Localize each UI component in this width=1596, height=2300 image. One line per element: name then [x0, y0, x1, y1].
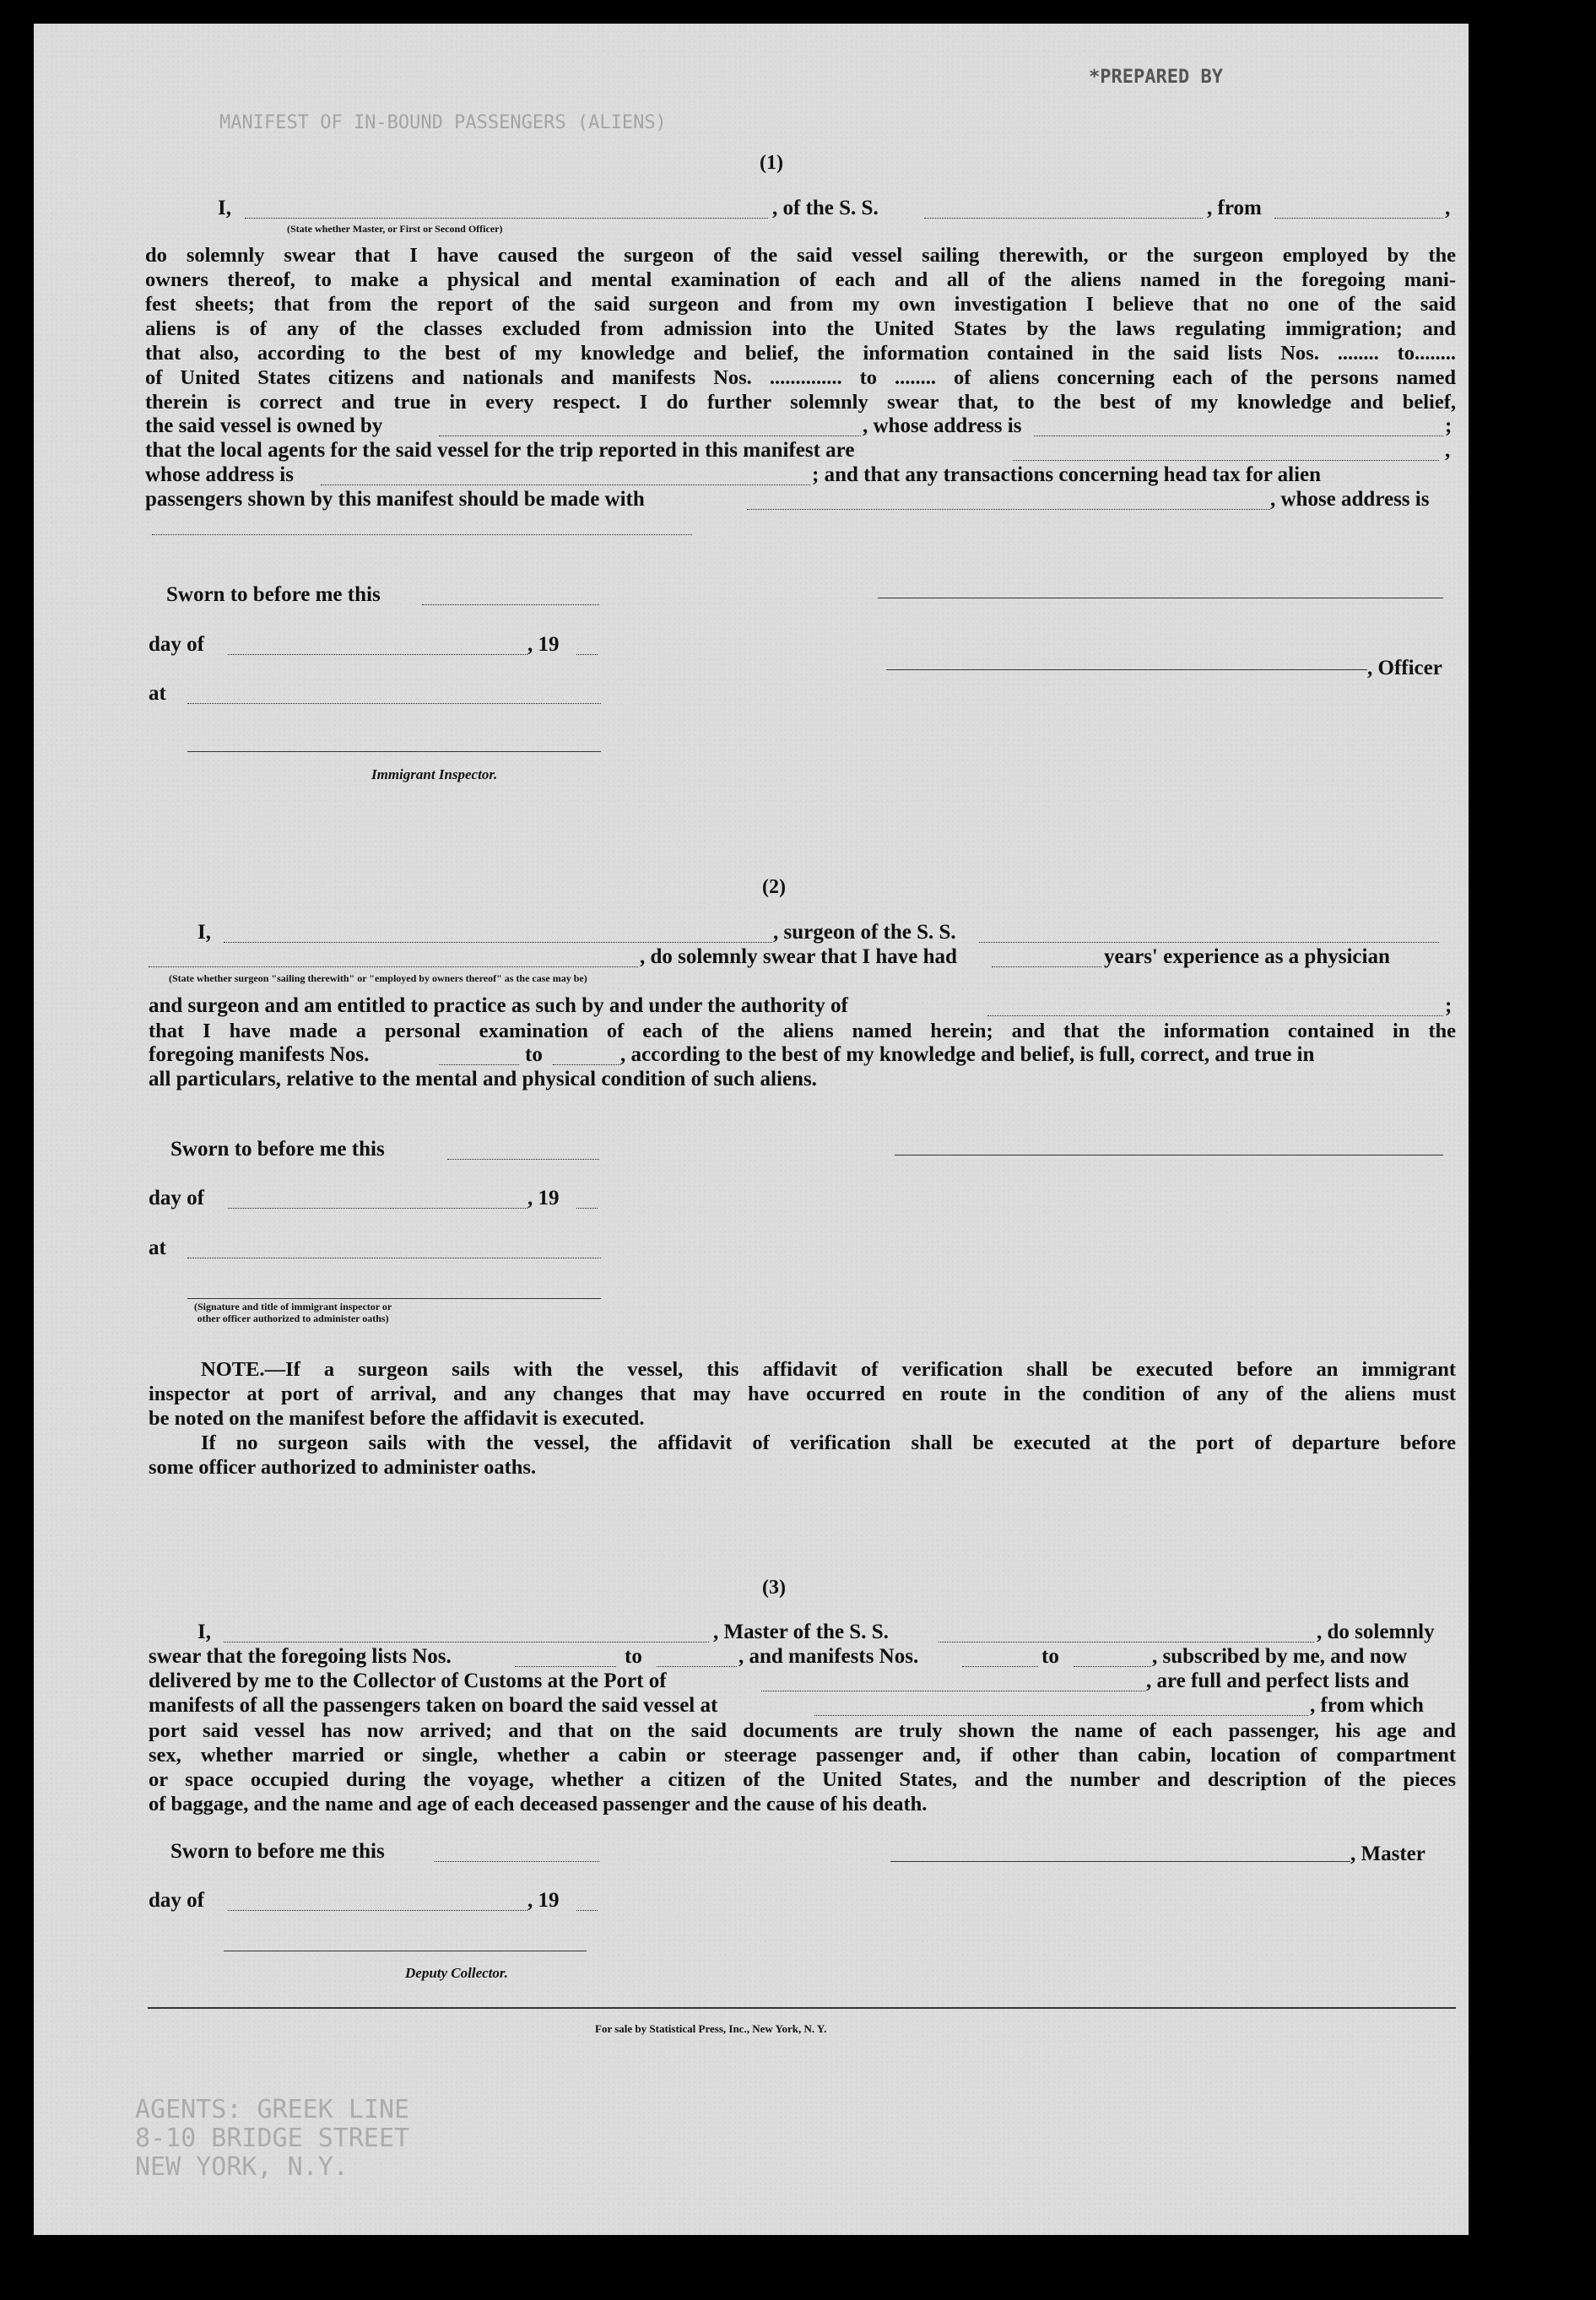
s3-master-label: , Master — [1350, 1843, 1426, 1865]
s3-full: , are full and perfect lists and — [1146, 1670, 1409, 1692]
s1-head-tax: ; and that any transactions concerning head tax for alien — [812, 463, 1322, 486]
s3-deputy-collector: Deputy Collector. — [405, 1965, 508, 1981]
s3-day-field[interactable] — [228, 1910, 527, 1911]
s2-particulars: all particulars, relative to the mental and physical condition of such aliens. — [149, 1068, 817, 1090]
punch-hole — [1469, 252, 1511, 294]
s2-years-field[interactable] — [992, 966, 1101, 967]
manifest-page — [34, 24, 1469, 2235]
s3-swear: swear that the foregoing lists Nos. — [149, 1645, 452, 1668]
s2-manifest-from-field[interactable] — [439, 1064, 519, 1065]
punch-hole — [1469, 125, 1511, 167]
s1-from: , from — [1207, 197, 1262, 219]
punch-hole — [1474, 555, 1516, 598]
s2-i: I, — [197, 921, 211, 944]
s1-immigrant-inspector: Immigrant Inspector. — [371, 766, 498, 782]
footer-rule — [148, 2007, 1456, 2009]
footer-publisher: For sale by Statistical Press, Inc., New York, N. Y. — [595, 2022, 827, 2035]
section-3-number: (3) — [762, 1577, 786, 1599]
s2-solemnly: , do solemnly swear that I have had — [640, 945, 957, 968]
s1-at-field[interactable] — [187, 703, 601, 704]
s1-end-comma: , — [1445, 197, 1451, 219]
s3-manifests-to-field[interactable] — [1074, 1666, 1151, 1667]
s1-at: at — [149, 682, 166, 705]
s3-solemnly: , do solemnly — [1317, 1621, 1435, 1643]
punch-hole — [1469, 2159, 1511, 2201]
s3-i: I, — [197, 1621, 211, 1643]
s1-whose-address-is: , whose address is — [863, 414, 1022, 437]
s1-vessel-field[interactable] — [924, 218, 1203, 219]
s2-note: NOTE.—If a surgeon sails with the vessel, this affidavit of verification shall be executed before an immigrant inspector at port of arrival, and any changes that may have occurred en route in the condition of any of the aliens must be noted on the manifest before the affidavit is executed. If no surgeon sails with the vessel, the affidavit of verification shall be executed at the port of departure before some officer authorized to administer oaths. — [149, 1358, 1456, 1479]
s1-passengers: passengers shown by this manifest should be made with — [145, 488, 645, 511]
s3-manifests-from-field[interactable] — [962, 1666, 1038, 1667]
s1-day-of: day of — [149, 633, 204, 656]
s1-from-field[interactable] — [1274, 218, 1443, 219]
s1-oath-body: do solemnly swear that I have caused the surgeon of the said vessel sailing therewith, or the surgeon employed by the owners thereof, to make a physical and mental examination of each and all of the aliens named in the foregoing mani- fest sheets; that from the report of the said surgeon and from my own investigation I believe that no one of the said aliens is of any of the classes excluded from admission into the United States by the laws regulating immigration; and that also, according to the best of my knowledge and belief, the information contained in the said lists Nos. ........ to........ of United States citizens and nationals and manifests Nos. .............. to ........ of aliens concerning each of the persons named therein is correct and true in every respect. I do further solemnly swear that, to the best of my knowledge and belief, — [145, 244, 1456, 414]
prepared-by-stamp: *PREPARED BY — [1089, 67, 1223, 88]
s1-owned-by: the said vessel is owned by — [145, 414, 383, 437]
punch-hole — [1469, 1534, 1511, 1577]
s2-years: years' experience as a physician — [1104, 945, 1390, 968]
s1-comma: , — [1445, 439, 1451, 462]
s3-day-of: day of — [149, 1889, 204, 1912]
s2-authority-field[interactable] — [987, 1015, 1443, 1016]
s1-i: I, — [218, 197, 231, 219]
s1-agents-field[interactable] — [1013, 460, 1439, 461]
s1-of-ss: , of the S. S. — [772, 197, 879, 219]
s3-subscribed: , subscribed by me, and now — [1152, 1645, 1408, 1668]
section-2-number: (2) — [762, 876, 786, 898]
punch-hole — [1469, 657, 1511, 699]
s3-master-signature-line[interactable] — [890, 1861, 1350, 1862]
s1-officer-field[interactable] — [245, 218, 768, 219]
s2-manifest-to-field[interactable] — [553, 1064, 620, 1065]
s2-semicolon: ; — [1445, 994, 1453, 1017]
s2-day-field[interactable] — [228, 1208, 527, 1209]
s3-oath-body: port said vessel has now arrived; and that on the said documents are truly shown the name of each passenger, his age and sex, whether married or single, whether a cabin or steerage passenger and, if other than cabin, location of compartment or space occupied during the voyage, whether a citizen of the United States, and the number and description of the pieces of baggage, and the name and age of each deceased passenger and the cause of his death. — [149, 1719, 1456, 1816]
ghost-agents-stamp: AGENTS: GREEK LINE 8-10 BRIDGE STREET NEW YORK, N.Y. — [135, 2095, 410, 2182]
s2-foregoing: foregoing manifests Nos. — [149, 1043, 370, 1066]
punch-hole — [1469, 1674, 1511, 1716]
s2-year: , 19 — [527, 1187, 560, 1210]
s3-from-which: , from which — [1310, 1694, 1424, 1717]
s2-surgeon-of: , surgeon of the S. S. — [773, 921, 956, 944]
s1-year: , 19 — [527, 633, 560, 656]
s2-sworn-date-field[interactable] — [447, 1159, 599, 1160]
s1-agent-address-field[interactable] — [321, 484, 810, 485]
s1-officer-line[interactable] — [886, 669, 1367, 670]
punch-hole — [1469, 2058, 1511, 2100]
s3-boarded-at-field[interactable] — [814, 1715, 1308, 1716]
s2-note-label: NOTE. — [201, 1358, 265, 1381]
s2-day-of: day of — [149, 1187, 204, 1210]
s1-inspector-signature-line[interactable] — [187, 751, 601, 752]
s1-officer-note: (State whether Master, or First or Second Officer) — [287, 223, 503, 235]
s1-sworn: Sworn to before me this — [166, 583, 381, 606]
s2-signature-note: (Signature and title of immigrant inspector or other officer authorized to administer oaths) — [194, 1301, 392, 1324]
s2-vessel-field[interactable] — [979, 942, 1439, 943]
s3-to-2: to — [1041, 1645, 1059, 1668]
s2-surgeon-note: (State whether surgeon "sailing therewith" or "employed by owners thereof" as the case may be) — [169, 972, 587, 984]
s1-year-field[interactable] — [576, 654, 598, 655]
s3-year: , 19 — [527, 1889, 560, 1912]
s1-sworn-date-field[interactable] — [422, 604, 599, 605]
s3-sworn-date-field[interactable] — [435, 1861, 599, 1862]
s1-whose-address: whose address is — [145, 463, 294, 486]
s1-transactions-address-field[interactable] — [152, 534, 692, 535]
s1-whose-address-is-2: , whose address is — [1270, 488, 1430, 511]
s1-day-field[interactable] — [228, 654, 527, 655]
s3-sworn: Sworn to before me this — [170, 1840, 385, 1863]
s2-inspector-signature-line[interactable] — [187, 1298, 601, 1299]
s2-exam-line: that I have made a personal examination of each of the aliens named herein; and that the information contained in the — [149, 1020, 1456, 1042]
s2-according: , according to the best of my knowledge and belief, is full, correct, and true in — [620, 1043, 1315, 1066]
s3-manifests: , and manifests Nos. — [738, 1645, 919, 1668]
s1-local-agents: that the local agents for the said vessel for the trip reported in this manifest are — [145, 439, 855, 462]
s3-delivered: delivered by me to the Collector of Customs at the Port of — [149, 1670, 667, 1692]
s3-manifests-of: manifests of all the passengers taken on board the said vessel at — [149, 1694, 718, 1717]
s3-master: , Master of the S. S. — [713, 1621, 889, 1643]
s3-to: to — [625, 1645, 642, 1668]
s2-authority: and surgeon and am entitled to practice as such by and under the authority of — [149, 994, 848, 1017]
s3-lists-to-field[interactable] — [657, 1666, 737, 1667]
ghost-manifest-title: MANIFEST OF IN-BOUND PASSENGERS (ALIENS) — [219, 112, 667, 133]
s2-sailing-field[interactable] — [149, 966, 638, 967]
s1-transactions-field[interactable] — [747, 509, 1270, 510]
punch-hole — [1469, 1745, 1511, 1788]
s1-officer-label: , Officer — [1367, 657, 1442, 679]
s3-year-field[interactable] — [576, 1910, 598, 1911]
section-1-number: (1) — [760, 152, 783, 174]
s3-lists-from-field[interactable] — [515, 1666, 616, 1667]
s2-year-field[interactable] — [576, 1208, 598, 1209]
s2-sworn: Sworn to before me this — [170, 1138, 385, 1161]
s2-at: at — [149, 1237, 166, 1259]
s2-to: to — [525, 1043, 543, 1066]
s2-surgeon-field[interactable] — [224, 942, 772, 943]
s1-semicolon: ; — [1445, 414, 1453, 437]
